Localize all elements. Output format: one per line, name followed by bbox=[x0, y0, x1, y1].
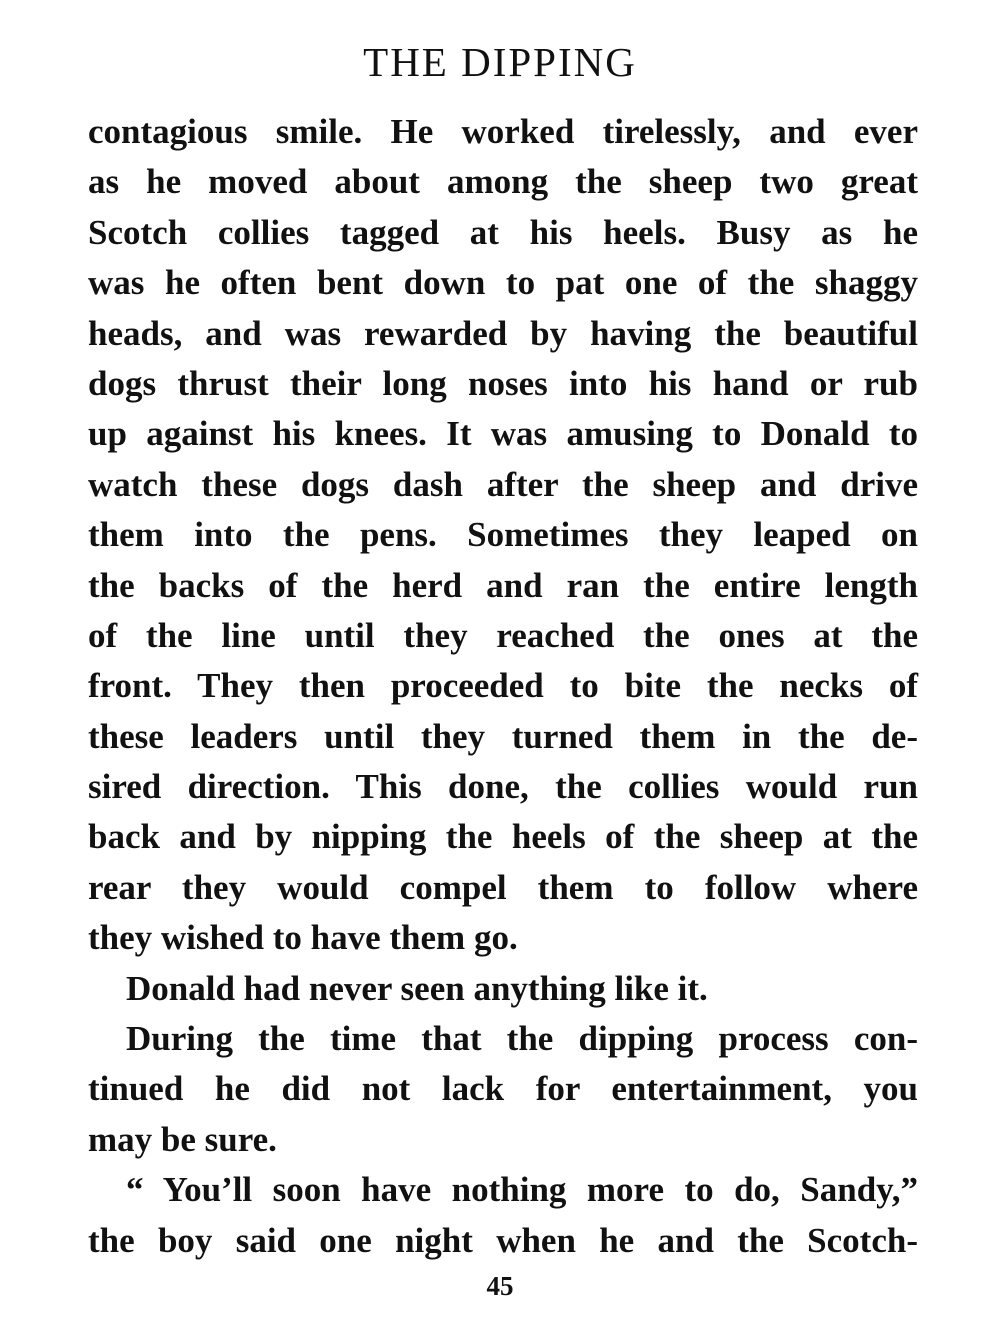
text-line: rear they would compel them to follow where bbox=[88, 867, 918, 907]
text-line: was he often bent down to pat one of the shaggy bbox=[88, 263, 918, 303]
text-line: Donald had never seen anything like it. bbox=[126, 968, 708, 1008]
text-line: heads, and was rewarded by having the beautiful bbox=[88, 313, 918, 353]
text-line: may be sure. bbox=[88, 1119, 277, 1159]
text-line: tinued he did not lack for entertainment, you bbox=[88, 1069, 918, 1109]
page-number: 45 bbox=[486, 1271, 514, 1301]
text-line: the boy said one night when he and the Scotch- bbox=[88, 1220, 918, 1260]
text-line: During the time that the dipping process con- bbox=[126, 1019, 918, 1059]
text-line: they wished to have them go. bbox=[88, 918, 518, 958]
text-line: back and by nipping the heels of the sheep at the bbox=[88, 817, 918, 857]
text-line: front. They then proceeded to bite the necks of bbox=[88, 666, 918, 706]
running-title: THE DIPPING bbox=[363, 39, 637, 85]
text-line: watch these dogs dash after the sheep and drive bbox=[88, 464, 918, 504]
text-line: Scotch collies tagged at his heels. Busy as he bbox=[88, 212, 918, 252]
text-line: contagious smile. He worked tirelessly, and ever bbox=[88, 112, 918, 151]
text-line: sired direction. This done, the collies would run bbox=[88, 767, 918, 807]
text-line: the backs of the herd and ran the entire length bbox=[88, 565, 918, 605]
text-line: dogs thrust their long noses into his hand or rub bbox=[88, 363, 918, 403]
text-line: up against his knees. It was amusing to Donald to bbox=[88, 414, 918, 454]
body-text bbox=[88, 107, 918, 1266]
text-line: “ You’ll soon have nothing more to do, Sandy,” bbox=[126, 1170, 918, 1210]
text-line: these leaders until they turned them in the de- bbox=[88, 716, 918, 756]
text-line: them into the pens. Sometimes they leaped on bbox=[88, 515, 918, 555]
text-line: of the line until they reached the ones at the bbox=[88, 615, 918, 655]
text-line: as he moved about among the sheep two great bbox=[88, 162, 918, 202]
